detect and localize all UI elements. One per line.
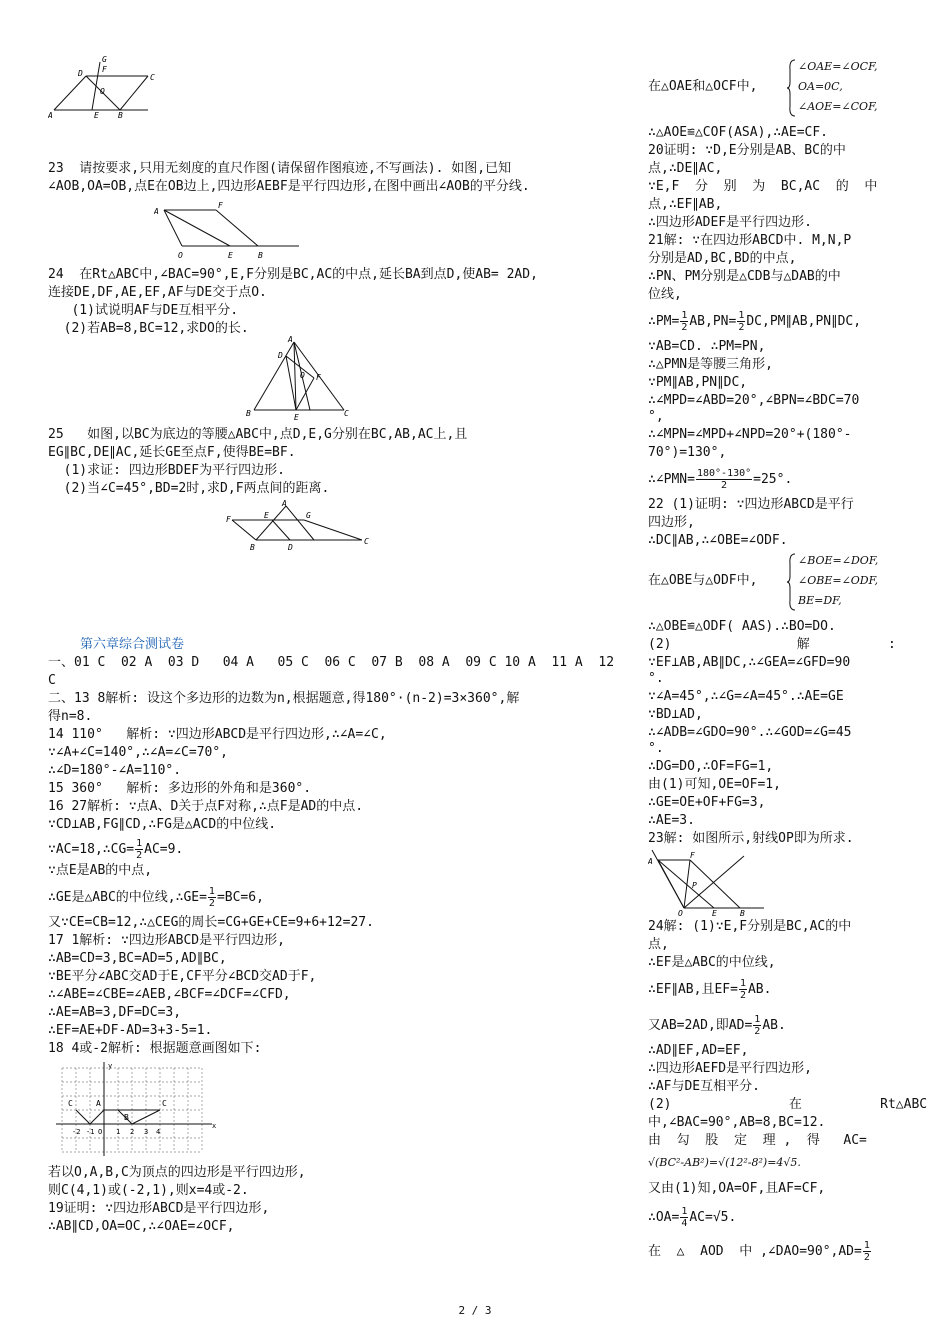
right-line: ∴∠MPD=∠ABD=20°,∠BPN=∠BDC=70	[648, 393, 860, 408]
fraction-angle: $\frac{180^\circ-130^\circ}{2}$	[696, 468, 752, 491]
fig25-label: D	[288, 543, 293, 550]
fraction-half: $\frac{1}{2}$	[681, 310, 688, 333]
fig1-label: F	[102, 65, 107, 74]
fig24-label: O	[300, 371, 305, 380]
right-line: 20证明: ∵D,E分别是AB、BC的中	[648, 143, 846, 158]
question-23-line2: ∠AOB,OA=OB,点E在OB边上,四边形AEBF是平行四边形,在图中画出∠AOB的平分线.	[48, 179, 530, 194]
fig23r-label: P	[692, 881, 697, 890]
fraction-half: $\frac{1}{2}$	[863, 1240, 870, 1263]
question-24-part2: (2)若AB=8,BC=12,求DO的长.	[48, 321, 249, 336]
system-line: BE=DF,	[798, 594, 842, 607]
right-line: ∴四边形ADEF是平行四边形.	[648, 215, 812, 230]
grid-label: x	[212, 1122, 217, 1130]
answer-14-line3: ∴∠D=180°-∠A=110°.	[48, 763, 182, 778]
right-line: ∴∠PMN= $\frac{180^\circ-130^\circ}{2}$ =25°.	[648, 468, 793, 491]
fig24-label: D	[278, 351, 283, 360]
grid-label: y	[108, 1062, 113, 1070]
fig25-label: G	[306, 511, 311, 520]
fig23r-label: B	[740, 909, 745, 916]
answer-15: 15 360° 解析: 多边形的外角和是360°.	[48, 781, 312, 796]
right-line: ∴△OBE≌△ODF( AAS).∴BO=DO.	[648, 619, 836, 634]
right-line: ∴OA= $\frac{1}{4}$ AC=√5.	[648, 1206, 737, 1229]
fig23-label: O	[178, 251, 183, 260]
right-line: ∴DG=DO,∴OF=FG=1,	[648, 759, 774, 774]
right-line: 点,∴DE∥AC,	[648, 161, 723, 176]
fig24-label: A	[288, 336, 293, 344]
question-25-part2: (2)当∠C=45°,BD=2时,求D,F两点间的距离.	[48, 481, 330, 496]
right-line: (2) 解 :	[648, 637, 896, 652]
system-line: ∠AOE=∠COF,	[798, 100, 878, 113]
angle-bisector-figure	[154, 198, 304, 262]
answer-18-line3: 则C(4,1)或(-2,1),则x=4或-2.	[48, 1183, 249, 1198]
answer-16-line4: ∵点E是AB的中点,	[48, 863, 153, 878]
right-line: °,	[648, 409, 664, 424]
fig23-label: E	[228, 251, 233, 260]
answer-13-line2: 得n=8.	[48, 709, 93, 724]
right-line: 由(1)可知,OE=OF=1,	[648, 777, 781, 792]
answer-14-line2: ∵∠A+∠C=140°,∴∠A=∠C=70°,	[48, 745, 229, 760]
question-23-line1: 23 请按要求,只用无刻度的直尺作图(请保留作图痕迹,不写画法). 如图,已知	[48, 161, 512, 176]
right-line: 分别是AD,BC,BD的中点,	[648, 251, 797, 266]
fig1-label: G	[102, 55, 107, 64]
left-brace	[786, 58, 796, 118]
right-line: ∵BD⊥AD,	[648, 707, 703, 722]
right-line: 22 (1)证明: ∵四边形ABCD是平行	[648, 497, 854, 512]
answers-choice-cont: C	[48, 673, 56, 688]
right-line: 在 △ AOD 中 ,∠DAO=90°,AD= $\frac{1}{2}$	[648, 1240, 870, 1263]
coordinate-grid-figure	[52, 1060, 222, 1160]
right-line: 由 勾 股 定 理 , 得 AC=	[648, 1133, 867, 1148]
answers-choice: 一、01 C 02 A 03 D 04 A 05 C 06 C 07 B 08 A 09 C 10 A 11 A 12	[48, 655, 615, 670]
fig23r-label: A	[648, 857, 653, 866]
grid-label: C	[68, 1099, 73, 1108]
system-line: ∠BOE=∠DOF,	[798, 554, 879, 567]
fig23-label: A	[154, 207, 159, 216]
right-line: ∴△PMN是等腰三角形,	[648, 357, 773, 372]
answer-16-line2: ∵CD⊥AB,FG∥CD,∴FG是△ACD的中位线.	[48, 817, 277, 832]
right-line: 位线,	[648, 287, 682, 302]
fig1-label: O	[100, 87, 105, 96]
fig1-label: E	[94, 111, 99, 120]
right-line: √(BC²-AB²)=√(12²-8²)=4√5.	[648, 1156, 801, 1169]
right-line: 又由(1)知,OA=OF,且AF=CF,	[648, 1181, 826, 1196]
right-line: ∴GE=OE+OF+FG=3,	[648, 795, 766, 810]
fraction-half: $\frac{1}{2}$	[208, 886, 215, 909]
grid-label: B	[124, 1113, 129, 1122]
answer-14-line1: 14 110° 解析: ∵四边形ABCD是平行四边形,∴∠A=∠C,	[48, 727, 387, 742]
grid-label: C	[162, 1099, 167, 1108]
answer-17-line1: 17 1解析: ∵四边形ABCD是平行四边形,	[48, 933, 285, 948]
fig1-label: A	[48, 111, 53, 120]
grid-label: -1	[86, 1128, 95, 1136]
question-25-line2: EG∥BC,DE∥AC,延长GE至点F,使得BE=BF.	[48, 445, 296, 460]
right-line: ∵AB=CD. ∴PM=PN,	[648, 339, 766, 354]
question-24-part1: (1)试说明AF与DE互相平分.	[48, 303, 239, 318]
right-line: 24解: (1)∵E,F分别是BC,AC的中	[648, 919, 852, 934]
fig23-label: F	[218, 201, 223, 210]
right-line: ∴AD∥EF,AD=EF,	[648, 1043, 749, 1058]
answer-18-line2: 若以O,A,B,C为顶点的四边形是平行四边形,	[48, 1165, 306, 1180]
angle-bisector-solution-figure	[648, 848, 768, 916]
right-line: ∵EF⊥AB,AB∥DC,∴∠GEA=∠GFD=90	[648, 655, 851, 670]
right-line: 点,∴EF∥AB,	[648, 197, 723, 212]
answer-17-line5: ∴AE=AB=3,DF=DC=3,	[48, 1005, 182, 1020]
right-line: 四边形,	[648, 515, 695, 530]
right-line: ∴EF∥AB,且EF= $\frac{1}{2}$ AB.	[648, 978, 772, 1001]
system-line: ∠OAE=∠OCF,	[798, 60, 878, 73]
right-line: ∴△AOE≌△COF(ASA),∴AE=CF.	[648, 125, 829, 140]
chapter-heading: 第六章综合测试卷	[80, 637, 185, 652]
system-line: ∠OBE=∠ODF,	[798, 574, 879, 587]
question-25-line1: 25 如图,以BC为底边的等腰△ABC中,点D,E,G分别在BC,AB,AC上,且	[48, 427, 468, 442]
left-brace	[786, 552, 796, 612]
page-number: 2 / 3	[458, 1304, 492, 1317]
fraction-half: $\frac{1}{2}$	[754, 1014, 761, 1037]
right-line: 在△OAE和△OCF中,	[648, 79, 758, 94]
grid-label: -2	[72, 1128, 81, 1136]
right-line: °.	[648, 671, 664, 686]
question-24-line2: 连接DE,DF,AE,EF,AF与DE交于点O.	[48, 285, 267, 300]
system-line: OA=0C,	[798, 80, 843, 93]
right-line: ∵E,F 分 别 为 BC,AC 的 中	[648, 179, 878, 194]
right-line: ∴AE=3.	[648, 813, 695, 828]
right-line: (2) 在 Rt△ABC	[648, 1097, 928, 1112]
grid-label: A	[96, 1099, 101, 1108]
right-line: 23解: 如图所示,射线OP即为所求.	[648, 831, 854, 846]
parallelogram-figure-top	[48, 52, 158, 122]
answer-13-line1: 二、13 8解析: 设这个多边形的边数为n,根据题意,得180°·(n-2)=3×360°,解	[48, 691, 520, 706]
isosceles-figure-25	[226, 500, 376, 550]
right-line: 又AB=2AD,即AD= $\frac{1}{2}$ AB.	[648, 1014, 786, 1037]
fig24-label: B	[246, 409, 251, 418]
triangle-figure-24	[244, 336, 354, 422]
right-line: 点,	[648, 937, 669, 952]
answer-17-line3: ∵BE平分∠ABC交AD于E,CF平分∠BCD交AD于F,	[48, 969, 317, 984]
right-line: ∵PM∥AB,PN∥DC,	[648, 375, 748, 390]
question-24-line1: 24 在Rt△ABC中,∠BAC=90°,E,F分别是BC,AC的中点,延长BA到点D,使AB= 2AD,	[48, 267, 538, 282]
answer-16-line6: 又∵CE=CB=12,∴△CEG的周长=CG+GE+CE=9+6+12=27.	[48, 915, 374, 930]
answer-18-line1: 18 4或-2解析: 根据题意画图如下:	[48, 1041, 262, 1056]
answer-17-line6: ∴EF=AE+DF-AD=3+3-5=1.	[48, 1023, 213, 1038]
right-line: ∴AF与DE互相平分.	[648, 1079, 760, 1094]
fraction-half: $\frac{1}{2}$	[136, 838, 143, 861]
fig24-label: C	[344, 409, 349, 418]
answer-19-line1: 19证明: ∵四边形ABCD是平行四边形,	[48, 1201, 270, 1216]
fig23r-label: F	[690, 851, 695, 860]
right-line: ∴∠ADB=∠GDO=90°.∴∠GOD=∠G=45	[648, 725, 852, 740]
answer-17-line2: ∴AB=CD=3,BC=AD=5,AD∥BC,	[48, 951, 227, 966]
answer-19-line2: ∴AB∥CD,OA=OC,∴∠OAE=∠OCF,	[48, 1219, 235, 1234]
grid-label: 2	[130, 1128, 135, 1136]
fig25-label: E	[264, 511, 269, 520]
fig25-label: B	[250, 543, 255, 550]
fig24-label: F	[316, 373, 321, 382]
right-line: ∴EF是△ABC的中位线,	[648, 955, 776, 970]
grid-label: 1	[116, 1128, 121, 1136]
fig23r-label: E	[712, 909, 717, 916]
fig1-label: D	[78, 69, 83, 78]
right-line: ∴四边形AEFD是平行四边形,	[648, 1061, 812, 1076]
fig1-label: C	[150, 73, 155, 82]
right-line: ∴PN、PM分别是△CDB与△DAB的中	[648, 269, 841, 284]
fraction-half: $\frac{1}{2}$	[739, 978, 746, 1001]
grid-label: O	[98, 1128, 103, 1136]
right-line: °.	[648, 741, 664, 756]
grid-label: 3	[144, 1128, 149, 1136]
right-line: ∴∠MPN=∠MPD+∠NPD=20°+(180°-	[648, 427, 852, 442]
fig1-label: B	[118, 111, 123, 120]
answer-16-line5: ∴GE是△ABC的中位线,∴GE= $\frac{1}{2}$ =BC=6,	[48, 886, 264, 909]
right-line: 在△OBE与△ODF中,	[648, 573, 758, 588]
right-line: 70°)=130°,	[648, 445, 727, 460]
fig23r-label: O	[678, 909, 683, 916]
right-line: 21解: ∵在四边形ABCD中. M,N,P	[648, 233, 852, 248]
right-line: ∴PM= $\frac{1}{2}$ AB,PN= $\frac{1}{2}$ DC,PM∥AB,PN∥DC,	[648, 310, 862, 333]
right-line: ∴DC∥AB,∴∠OBE=∠ODF.	[648, 533, 788, 548]
fraction-half: $\frac{1}{2}$	[738, 310, 745, 333]
right-line: 中,∠BAC=90°,AB=8,BC=12.	[648, 1115, 826, 1130]
fraction-quarter: $\frac{1}{4}$	[681, 1206, 688, 1229]
fig24-label: E	[294, 413, 299, 422]
answer-16-line3: ∵AC=18,∴CG= $\frac{1}{2}$ AC=9.	[48, 838, 184, 861]
fig25-label: A	[282, 500, 287, 508]
fig25-label: C	[364, 537, 369, 546]
answer-16-line1: 16 27解析: ∵点A、D关于点F对称,∴点F是AD的中点.	[48, 799, 364, 814]
fig25-label: F	[226, 515, 231, 524]
grid-label: 4	[156, 1128, 161, 1136]
answer-17-line4: ∴∠ABE=∠CBE=∠AEB,∠BCF=∠DCF=∠CFD,	[48, 987, 291, 1002]
right-line: ∵∠A=45°,∴∠G=∠A=45°.∴AE=GE	[648, 689, 844, 704]
fig23-label: B	[258, 251, 263, 260]
question-25-part1: (1)求证: 四边形BDEF为平行四边形.	[48, 463, 285, 478]
